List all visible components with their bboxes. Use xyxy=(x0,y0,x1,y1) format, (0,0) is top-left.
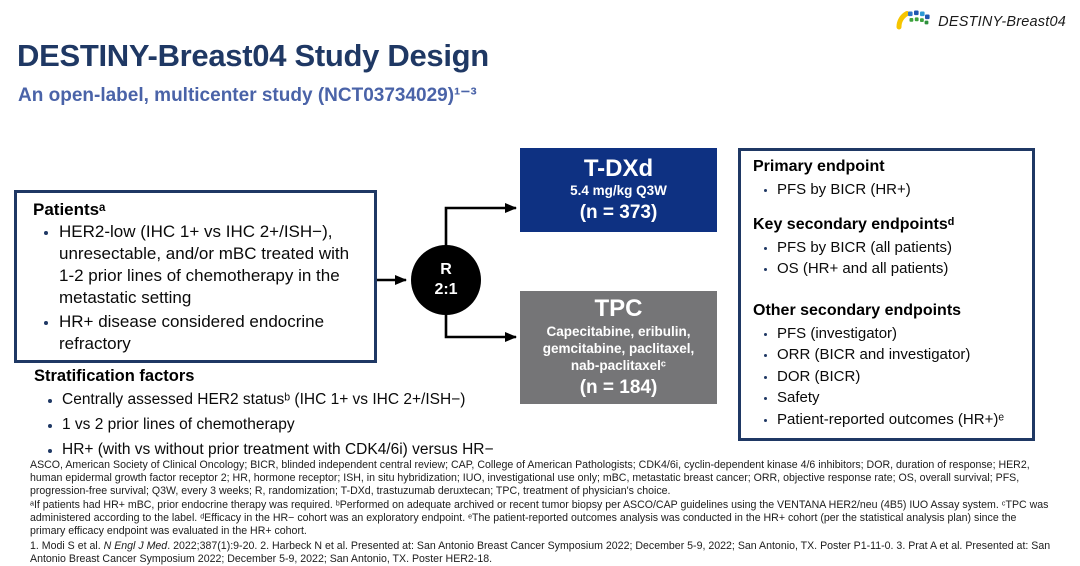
endpoints-box xyxy=(738,148,1035,441)
tdxd-arm-box xyxy=(520,148,717,232)
reference-journal: N Engl J Med xyxy=(103,540,168,553)
tdxd-arm-dose: 5.4 mg/kg Q3W xyxy=(570,183,667,199)
patients-heading: Patientsᵃ xyxy=(33,200,106,219)
endpoint-bullet: • PFS by BICR (all patients) xyxy=(777,237,1022,259)
destiny-logo-icon xyxy=(896,7,932,36)
key-secondary-endpoints-section xyxy=(753,216,1022,280)
primary-endpoint-section xyxy=(753,158,1022,201)
tdxd-arm-name: T-DXd xyxy=(583,154,654,182)
tpc-drugs-line: gemcitabine, paclitaxel, xyxy=(542,340,695,356)
stratification-bullet: • HR+ (with vs without prior treatment with CDK4/6i) versus HR− xyxy=(62,441,554,459)
patients-bullet: • HER2-low (IHC 1+ vs IHC 2+/ISH−), unresectable, and/or mBC treated with 1-2 prior lines of chemotherapy in the metastatic setting xyxy=(59,221,362,309)
patients-list xyxy=(33,221,362,356)
randomization-node xyxy=(411,245,481,315)
primary-endpoint-list xyxy=(753,179,1022,201)
other-secondary-endpoints-section xyxy=(753,302,1022,431)
endpoint-bullet: • PFS (investigator) xyxy=(777,323,1022,345)
tpc-arm-drugs xyxy=(543,324,695,375)
randomization-symbol: R xyxy=(440,261,452,278)
brand-lockup xyxy=(896,7,1066,36)
stratification-heading: Stratification factors xyxy=(34,367,195,385)
key-secondary-heading: Key secondary endpointsᵈ xyxy=(753,215,954,233)
page-subtitle: An open-label, multicenter study (NCT03734029)¹⁻³ xyxy=(18,85,477,106)
reference-pre: 1. Modi S et al. xyxy=(30,540,104,553)
references-text xyxy=(30,540,1054,566)
endpoint-bullet: • Safety xyxy=(777,387,1022,409)
patients-bullet: • HR+ disease considered endocrine refractory xyxy=(59,311,362,355)
page-title: DESTINY-Breast04 Study Design xyxy=(17,38,489,73)
stratification-section xyxy=(34,367,554,466)
other-secondary-heading: Other secondary endpoints xyxy=(753,301,962,319)
stratification-bullet: • 1 vs 2 prior lines of chemotherapy xyxy=(62,416,554,434)
endpoint-bullet: • PFS by BICR (HR+) xyxy=(777,179,1022,201)
brand-name: DESTINY-Breast04 xyxy=(938,13,1066,30)
footnote-notes-text: ᵃIf patients had HR+ mBC, prior endocrine therapy was required. ᵇPerformed on adequate archived or recent tumor biopsy per ASCO/CAP guidelines using the VENTANA HER2/neu (4B5) IUO Assay system. ᶜTPC was administered according to the label. ᵈEfficacy in the HR− cohort was an exploratory endpoint. ᵉThe patient-reported outcomes analysis was conducted in the HR+ cohort (per the statistical analysis plan) since the primary efficacy endpoint was evaluated in the HR+ cohort. xyxy=(30,498,1049,538)
endpoint-bullet: • Patient-reported outcomes (HR+)ᵉ xyxy=(777,409,1022,431)
tdxd-arm-n: (n = 373) xyxy=(579,202,658,224)
endpoint-bullet: • DOR (BICR) xyxy=(777,366,1022,388)
stratification-list xyxy=(34,391,554,459)
tpc-drugs-line: nab-paclitaxelᶜ xyxy=(570,357,667,373)
tpc-arm-n: (n = 184) xyxy=(579,376,658,398)
footnotes-block xyxy=(30,459,1054,566)
other-secondary-list xyxy=(753,323,1022,431)
tpc-arm-name: TPC xyxy=(594,295,643,323)
abbreviations-text: ASCO, American Society of Clinical Oncology; BICR, blinded independent central review; CAP, College of American Pathologists; CDK4/6i, cyclin-dependent kinase 4/6 inhibitors; DOR, duration of response; HER2, human epidermal growth factor receptor 2; HR, hormone receptor; ISH, in situ hybridization; IUO, investigational use only; mBC, metastatic breast cancer; ORR, objective response rate; OS, overall survival; PFS, progression-free survival; Q3W, every 3 weeks; R, randomization; T-DXd, trastuzumab deruxtecan; TPC, treatment of physician's choice. xyxy=(30,459,1030,498)
randomization-ratio: 2:1 xyxy=(434,281,458,298)
tpc-drugs-line: Capecitabine, eribulin, xyxy=(546,323,691,339)
endpoint-bullet: • ORR (BICR and investigator) xyxy=(777,344,1022,366)
primary-endpoint-heading: Primary endpoint xyxy=(753,158,885,175)
patients-box xyxy=(14,190,377,363)
stratification-bullet: • Centrally assessed HER2 statusᵇ (IHC 1+ vs IHC 2+/ISH−) xyxy=(62,391,554,409)
endpoint-bullet: • OS (HR+ and all patients) xyxy=(777,258,1022,280)
key-secondary-list xyxy=(753,237,1022,280)
reference-post: . 2022;387(1):9-20. 2. Harbeck N et al. Presented at: San Antonio Breast Cancer Symposium 2022; December 5-9, 2022; San Antonio, TX. Poster P1-11-0. 3. Prat A et al. Presented at: San Antonio Breast Cancer Symposium 2022; December 5-9, 2022; San Antonio, TX. Poster HER2-18. xyxy=(30,540,1051,566)
